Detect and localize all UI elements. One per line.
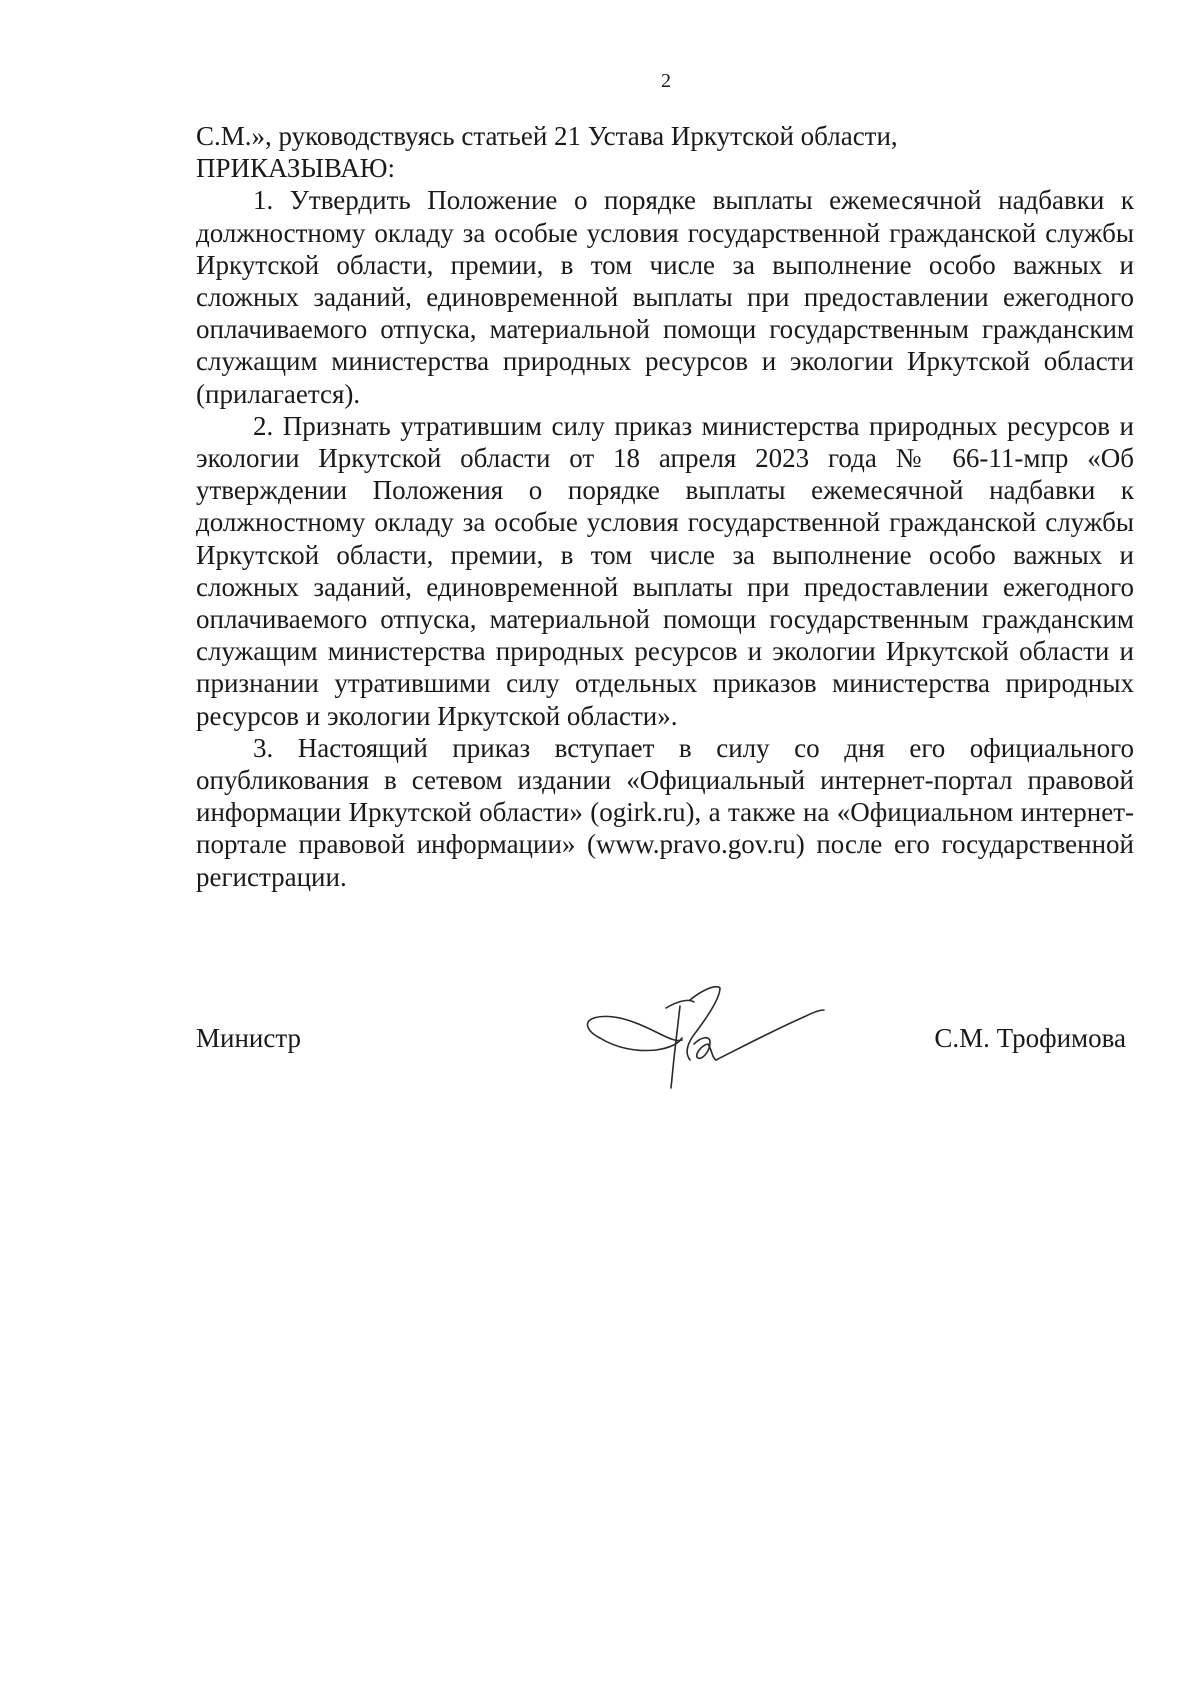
page-number: 2 <box>661 70 671 92</box>
signatory-name: С.М. Трофимова <box>934 1023 1126 1053</box>
intro-line: С.М.», руководствуясь статьей 21 Устава Иркутской области, <box>196 121 898 151</box>
order-heading: ПРИКАЗЫВАЮ: <box>196 153 395 184</box>
handwritten-signature <box>570 980 830 1090</box>
signatory-title: Министр <box>196 1023 301 1053</box>
order-item-2: 2. Признать утратившим силу приказ министерства природных ресурсов и экологии Иркутской области от 18 апреля 2023 года № 66-11-мпр «Об утверждении Положения о порядке выплаты ежемесячной надбавки к должностному окладу за особые условия государственной гражданской службы Иркутской области, премии, в том числе за выполнение особо важных и сложных заданий, единовременной выплаты при предоставлении ежегодного оплачиваемого отпуска, материальной помощи государственным гражданским служащим министерства природных ресурсов и экологии Иркутской области и признании утратившими силу отдельных приказов министерства природных ресурсов и экологии Иркутской области». <box>196 410 1134 731</box>
order-item-1: 1. Утвердить Положение о порядке выплаты ежемесячной надбавки к должностному окладу за особые условия государственной гражданской службы Иркутской области, премии, в том числе за выполнение особо важных и сложных заданий, единовременной выплаты при предоставлении ежегодного оплачиваемого отпуска, материальной помощи государственным гражданским служащим министерства природных ресурсов и экологии Иркутской области (прилагается). <box>196 185 1134 409</box>
order-item-3: 3. Настоящий приказ вступает в силу со дня его официального опубликования в сетевом издании «Официальный интернет-портал правовой информации Иркутской области» (ogirk.ru), а также на «Официальном интернет-портале правовой информации» (www.pravo.gov.ru) после его государственной регистрации. <box>196 732 1134 892</box>
order-text <box>196 120 1134 893</box>
